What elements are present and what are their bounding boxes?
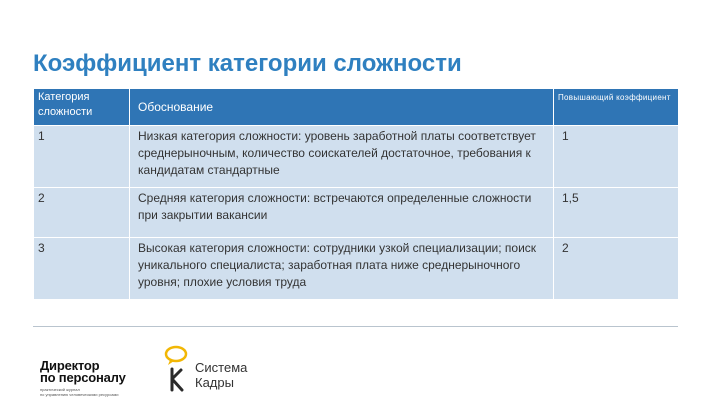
table-row <box>34 238 679 300</box>
footer-divider <box>33 326 678 327</box>
logo-director-line1: Директор <box>40 358 100 373</box>
cell-coefficient: 1 <box>554 126 679 188</box>
header-category: Категория сложности <box>34 89 130 126</box>
logo-sistema-line1: Система <box>195 360 248 375</box>
logo-director-line2: по персоналу <box>40 370 126 385</box>
speech-bubble-person-icon <box>163 345 193 393</box>
slide-title: Коэффициент категории сложности <box>33 50 462 77</box>
complexity-table <box>33 88 679 300</box>
logo-sistema-kadry <box>163 345 273 395</box>
cell-coefficient: 1,5 <box>554 188 679 238</box>
logo-director-tagline-2: по управлению человеческими ресурсами <box>40 392 119 397</box>
header-basis: Обоснование <box>130 89 554 126</box>
table-row <box>34 126 679 188</box>
logo-sistema-line2: Кадры <box>195 375 234 390</box>
logo-director-tagline-1: практический журнал <box>40 387 80 392</box>
cell-basis: Низкая категория сложности: уровень заработной платы соответствует среднерыночным, количество соискателей достаточное, требования к кандидатам стандартные <box>130 126 554 188</box>
cell-category: 3 <box>34 238 130 300</box>
table-header-row <box>34 89 679 126</box>
cell-category: 1 <box>34 126 130 188</box>
cell-category: 2 <box>34 188 130 238</box>
cell-basis: Средняя категория сложности: встречаются определенные сложности при закрытии вакансии <box>130 188 554 238</box>
table-row <box>34 188 679 238</box>
logo-director-po-personalu <box>40 360 165 397</box>
header-raising-coefficient: Повышающий коэффициент <box>554 89 679 126</box>
cell-coefficient: 2 <box>554 238 679 300</box>
cell-basis: Высокая категория сложности: сотрудники узкой специализации; поиск уникального специалиста; заработная плата ниже среднерыночного уровня; плохие условия труда <box>130 238 554 300</box>
